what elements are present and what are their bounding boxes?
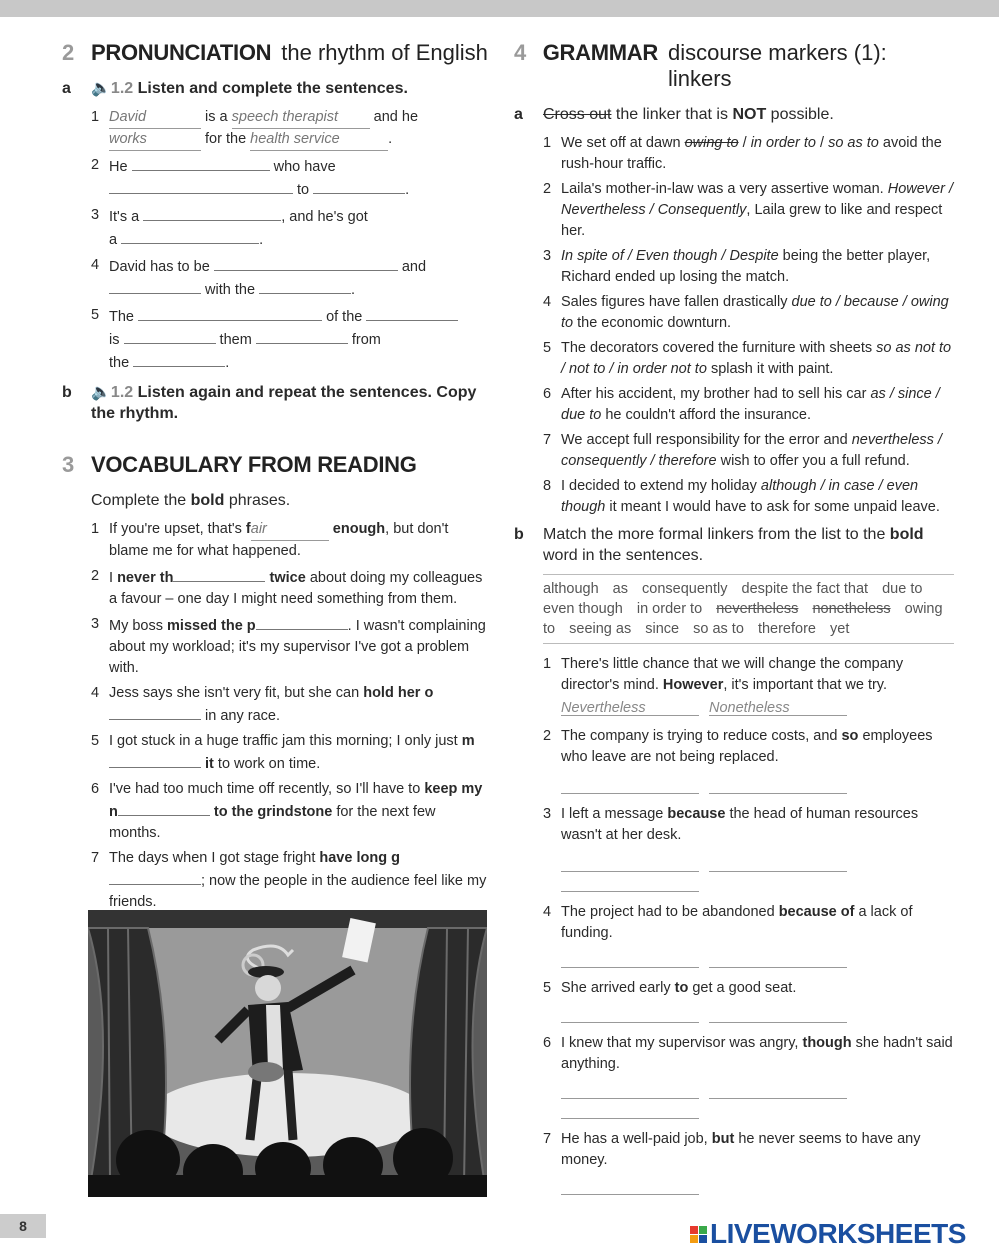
item-number: 8: [543, 478, 552, 494]
bold-word: to: [674, 980, 689, 996]
answer-blank[interactable]: [118, 800, 210, 816]
item-number: 3: [91, 616, 100, 632]
item-text: After his accident, my brother had to sell his car: [561, 386, 867, 402]
item-text: He has a well-paid job,: [561, 1131, 708, 1147]
bold-phrase: to the grindstone: [213, 804, 333, 820]
list-item: [91, 519, 490, 562]
theatre-illustration: [88, 910, 487, 1197]
item-text: avoid the rush-hour traffic.: [561, 135, 942, 172]
answer-blank[interactable]: [173, 566, 265, 582]
item-text: Laila's mother-in-law was a very assertive woman.: [561, 181, 884, 197]
answer-field[interactable]: [561, 854, 699, 872]
item-number: 1: [543, 656, 552, 672]
item-text: It's a: [109, 209, 140, 225]
item-text: The company is trying to reduce costs, and: [561, 728, 838, 744]
exercise-4a-list: [543, 133, 954, 518]
answer-blank[interactable]: [256, 614, 348, 630]
item-text: get a good seat.: [692, 980, 797, 996]
answer-field[interactable]: [561, 1081, 699, 1099]
item-text: , Laila grew to like and respect her.: [561, 202, 943, 239]
exercise-4b-list: [543, 654, 954, 1201]
bold-phrase: it: [205, 756, 214, 772]
logo-text: LIVEWORKSHEETS: [710, 1218, 966, 1249]
answer-blank[interactable]: [138, 305, 322, 321]
item-number: 1: [543, 135, 552, 151]
item-text: them: [219, 332, 252, 348]
item-text: I decided to extend my holiday: [561, 478, 757, 494]
item-text: , but don't blame me for what happened.: [109, 521, 449, 559]
bold-phrase: have long g: [319, 850, 400, 866]
exercise-4b-instruction: [514, 524, 954, 566]
item-text: of the: [326, 309, 363, 325]
answer-row: [561, 1081, 954, 1099]
audio-track[interactable]: 1.2: [110, 384, 134, 401]
answer-blank[interactable]: David: [109, 107, 201, 129]
item-text: .: [351, 282, 356, 298]
list-item: [543, 338, 954, 380]
item-text: for the next few months.: [109, 804, 436, 841]
audio-track[interactable]: 1.2: [110, 80, 134, 97]
page-number: 8: [0, 1214, 46, 1238]
stage-performer-image: [88, 910, 487, 1197]
linker-options[interactable]: due to / because / owing to: [561, 294, 949, 331]
item-text: The decorators covered the furniture with sheets: [561, 340, 873, 356]
list-item: [543, 179, 954, 242]
bold-word: though: [802, 1035, 852, 1051]
answer-row: [561, 854, 954, 872]
item-text: My boss: [109, 618, 163, 634]
item-text: with the: [205, 282, 256, 298]
item-text: If you're upset, that's: [109, 521, 242, 537]
linker-word-list: [543, 574, 954, 644]
item-number: 2: [91, 157, 100, 173]
item-number: 7: [91, 850, 100, 866]
word-item: despite the fact that: [741, 581, 869, 597]
item-text: is a: [205, 109, 228, 125]
section-number: 2: [62, 40, 75, 65]
list-item: [91, 305, 490, 374]
exercise-letter: b: [514, 526, 524, 543]
liveworksheets-logo[interactable]: [690, 1218, 966, 1250]
item-text: to work on time.: [217, 756, 321, 772]
bold-word: so: [841, 728, 859, 744]
audio-icon[interactable]: 🔈: [91, 80, 111, 97]
bold-phrase: missed the p: [167, 618, 256, 634]
instruction-bold: bold: [190, 492, 225, 509]
item-text: being the better player, Richard ended up losing the match.: [561, 248, 931, 285]
exercise-letter: b: [62, 384, 72, 401]
instruction-text: Complete the: [91, 492, 187, 509]
item-number: 5: [543, 980, 552, 996]
list-item: [91, 683, 490, 727]
answer-field[interactable]: [561, 1005, 699, 1023]
answer-field[interactable]: [561, 950, 699, 968]
list-item: [543, 1033, 954, 1125]
item-text: it meant I would have to ask for some unpaid leave.: [609, 499, 940, 515]
item-text: and: [401, 259, 427, 275]
answer-row: [561, 1101, 954, 1119]
answer-row: [561, 776, 954, 794]
item-text: .: [225, 355, 230, 371]
answer-blank[interactable]: [124, 328, 216, 344]
answer-field[interactable]: [709, 776, 847, 794]
audio-icon[interactable]: 🔈: [91, 384, 111, 401]
answer-field[interactable]: [709, 1081, 847, 1099]
answer-field[interactable]: [561, 1177, 699, 1195]
item-text: about doing my colleagues a favour – one day I might need something from them.: [109, 570, 483, 607]
instruction-bold: NOT: [732, 106, 767, 123]
exercise-3-list: [91, 519, 490, 913]
list-item: [543, 726, 954, 800]
item-text: I left a message: [561, 806, 664, 822]
linker-options[interactable]: However / Nevertheless / Consequently: [561, 181, 954, 218]
item-text: employees who leave are not being replaced.: [561, 728, 933, 765]
bold-word: because: [667, 806, 726, 822]
item-text: a lack of funding.: [561, 904, 913, 941]
answer-blank[interactable]: health service: [250, 129, 388, 151]
answer-row: [561, 1005, 954, 1023]
item-text: a: [109, 232, 118, 248]
answer-blank[interactable]: air: [251, 519, 329, 541]
answer-field[interactable]: Nevertheless: [561, 698, 699, 716]
item-number: 5: [91, 733, 100, 749]
exercise-letter: a: [514, 106, 523, 123]
separator: /: [820, 135, 825, 151]
word-item: due to: [882, 581, 923, 597]
answer-blank[interactable]: [133, 351, 225, 367]
item-text: the: [109, 355, 130, 371]
linker-options[interactable]: as / since / due to: [561, 386, 940, 423]
list-item: [543, 978, 954, 1029]
bold-word: because of: [778, 904, 855, 920]
linker-option[interactable]: in order to: [750, 135, 816, 151]
answer-blank[interactable]: [109, 869, 201, 885]
section-title: GRAMMAR: [542, 40, 658, 65]
item-text: .: [388, 131, 393, 147]
item-number: 1: [91, 109, 100, 125]
instruction-text: word in the sentences.: [543, 547, 704, 564]
section-4-heading: [514, 40, 954, 92]
word-item: yet: [830, 621, 850, 637]
item-number: 4: [91, 685, 100, 701]
item-text: She arrived early: [561, 980, 671, 996]
separator: /: [742, 135, 747, 151]
answer-blank[interactable]: works: [109, 129, 201, 151]
item-text: she hadn't said anything.: [561, 1035, 953, 1072]
linker-option[interactable]: owing to: [684, 135, 739, 151]
section-title: PRONUNCIATION: [91, 40, 272, 65]
top-bar: [0, 0, 999, 17]
exercise-3-instruction: [91, 490, 490, 511]
item-number: 1: [91, 521, 100, 537]
section-3-heading: [62, 452, 490, 478]
item-number: 6: [543, 386, 552, 402]
answer-blank[interactable]: [109, 178, 293, 194]
list-item: [91, 107, 490, 151]
list-item: [91, 205, 490, 251]
bold-phrase: f: [245, 521, 251, 537]
answer-row: [561, 874, 954, 892]
item-text: and he: [373, 109, 419, 125]
list-item: [91, 155, 490, 201]
answer-blank[interactable]: [109, 278, 201, 294]
item-text: The: [109, 309, 134, 325]
left-column: [62, 40, 490, 917]
word-item: in order to: [636, 601, 703, 617]
list-item: [543, 246, 954, 288]
item-number: 7: [543, 432, 552, 448]
item-number: 2: [543, 181, 552, 197]
item-number: 5: [91, 307, 100, 323]
item-text: the head of human resources wasn't at her desk.: [561, 806, 919, 843]
answer-field[interactable]: [561, 874, 699, 892]
section-subtitle: discourse markers (1): linkers: [667, 40, 887, 91]
word-item: nonetheless: [812, 601, 891, 617]
answer-blank[interactable]: [132, 155, 270, 171]
item-text: from: [351, 332, 381, 348]
item-text: I got stuck in a huge traffic jam this morning; I only just: [109, 733, 458, 749]
answer-blank[interactable]: [256, 328, 348, 344]
exercise-4a-instruction: [514, 104, 954, 125]
item-text: , and he's got: [281, 209, 368, 225]
bold-phrase: twice: [269, 570, 306, 586]
item-text: I've had too much time off recently, so I'll have to: [109, 781, 421, 797]
answer-blank[interactable]: [214, 255, 398, 271]
list-item: [543, 654, 954, 722]
instruction-text: Match the more formal linkers from the list to the: [543, 526, 886, 543]
linker-options[interactable]: so as not to / not to / in order not to: [561, 340, 952, 377]
item-text: ; now the people in the audience feel like my friends.: [109, 873, 487, 910]
list-item: [543, 1129, 954, 1201]
instruction-bold: bold: [889, 526, 924, 543]
answer-field[interactable]: [709, 854, 847, 872]
instruction-text: Cross out: [543, 106, 612, 123]
word-item: as: [612, 581, 628, 597]
item-number: 4: [543, 294, 552, 310]
item-text: The project had to be abandoned: [561, 904, 775, 920]
item-number: 2: [543, 728, 552, 744]
list-item: [543, 133, 954, 175]
list-item: [543, 384, 954, 426]
word-item: even though: [543, 601, 623, 617]
bold-phrase: m: [461, 733, 475, 749]
item-text: to: [297, 182, 310, 198]
answer-blank[interactable]: [143, 205, 281, 221]
word-item: owing to: [543, 601, 943, 637]
item-text: We accept full responsibility for the error and: [561, 432, 848, 448]
bold-word: However: [662, 677, 724, 693]
list-item: [543, 292, 954, 334]
instruction-text: Listen and complete the sentences.: [137, 80, 408, 97]
answer-row: [561, 950, 954, 968]
list-item: [543, 476, 954, 518]
answer-blank[interactable]: [109, 704, 201, 720]
word-item: consequently: [642, 581, 728, 597]
item-text: who have: [273, 159, 336, 175]
answer-field[interactable]: [709, 950, 847, 968]
word-item: since: [645, 621, 680, 637]
list-item: [543, 902, 954, 974]
bold-phrase: keep my n: [109, 781, 483, 820]
item-text: he couldn't afford the insurance.: [605, 407, 812, 423]
section-2-heading: [62, 40, 490, 66]
item-number: 3: [91, 207, 100, 223]
instruction-text: Listen again and repeat the sentences. Copy the rhythm.: [91, 384, 477, 422]
bold-phrase: enough: [332, 521, 386, 537]
word-item: so as to: [693, 621, 744, 637]
item-text: .: [405, 182, 410, 198]
answer-field[interactable]: Nonetheless: [709, 698, 847, 716]
item-text: . I wasn't complaining about my workload; it's my supervisor I've got a problem with.: [109, 618, 486, 676]
item-text: for the: [205, 131, 247, 147]
answer-row: [561, 1177, 954, 1195]
list-item: [91, 848, 490, 913]
item-text: Jess says she isn't very fit, but she can: [109, 685, 360, 701]
exercise-2b-instruction: [62, 382, 490, 424]
item-number: 4: [543, 904, 552, 920]
linker-options[interactable]: nevertheless / consequently / therefore: [561, 432, 942, 469]
item-text: the economic downturn.: [577, 315, 732, 331]
exercise-2a-instruction: [62, 78, 490, 99]
list-item: [91, 566, 490, 610]
right-column: [514, 40, 954, 1205]
section-number: 3: [62, 452, 75, 477]
answer-blank[interactable]: [121, 228, 259, 244]
answer-field[interactable]: [561, 776, 699, 794]
item-number: 6: [91, 781, 100, 797]
word-item: therefore: [757, 621, 816, 637]
item-text: Sales figures have fallen drastically: [561, 294, 788, 310]
word-item: seeing as: [569, 621, 632, 637]
item-number: 2: [91, 568, 100, 584]
item-number: 3: [543, 806, 552, 822]
item-number: 4: [91, 257, 100, 273]
answer-row: [561, 698, 954, 716]
bold-phrase: hold her o: [363, 685, 434, 701]
item-text: wish to offer you a full refund.: [720, 453, 910, 469]
list-item: [543, 804, 954, 898]
item-number: 3: [543, 248, 552, 264]
list-item: [91, 255, 490, 301]
instruction-text: the linker that is: [615, 106, 728, 123]
section-title: VOCABULARY FROM READING: [91, 452, 417, 477]
exercise-letter: a: [62, 80, 71, 97]
instruction-text: phrases.: [228, 492, 291, 509]
section-subtitle: the rhythm of English: [281, 40, 488, 65]
linker-options[interactable]: In spite of / Even though / Despite: [561, 248, 779, 264]
item-text: I knew that my supervisor was angry,: [561, 1035, 799, 1051]
answer-blank[interactable]: [259, 278, 351, 294]
answer-blank[interactable]: [109, 752, 201, 768]
item-text: I: [109, 570, 114, 586]
section-number: 4: [514, 40, 527, 65]
bold-phrase: never th: [117, 570, 174, 586]
item-number: 7: [543, 1131, 552, 1147]
linker-option[interactable]: so as to: [828, 135, 879, 151]
list-item: [91, 779, 490, 844]
item-number: 6: [543, 1035, 552, 1051]
item-text: He: [109, 159, 128, 175]
item-text: The days when I got stage fright: [109, 850, 316, 866]
logo-icon: [690, 1226, 707, 1243]
answer-blank[interactable]: speech therapist: [232, 107, 370, 129]
item-text: We set off at dawn: [561, 135, 681, 151]
instruction-text: possible.: [770, 106, 834, 123]
item-text: There's little chance that we will change the company director's mind.: [561, 656, 904, 693]
item-text: David has to be: [109, 259, 210, 275]
exercise-2a-list: [91, 107, 490, 374]
item-number: 5: [543, 340, 552, 356]
item-text: splash it with paint.: [710, 361, 834, 377]
answer-field[interactable]: [561, 1101, 699, 1119]
list-item: [543, 430, 954, 472]
bold-word: but: [711, 1131, 735, 1147]
answer-blank[interactable]: [313, 178, 405, 194]
item-text: is: [109, 332, 120, 348]
list-item: [91, 614, 490, 679]
item-text: .: [259, 232, 264, 248]
word-item: nevertheless: [716, 601, 799, 617]
word-item: although: [543, 581, 599, 597]
item-text: he never seems to have any money.: [561, 1131, 921, 1168]
list-item: [91, 731, 490, 775]
item-text: , it's important that we try.: [723, 677, 888, 693]
answer-field[interactable]: [709, 1005, 847, 1023]
item-text: in any race.: [205, 708, 280, 724]
linker-options[interactable]: although / in case / even though: [561, 478, 919, 515]
answer-blank[interactable]: [366, 305, 458, 321]
